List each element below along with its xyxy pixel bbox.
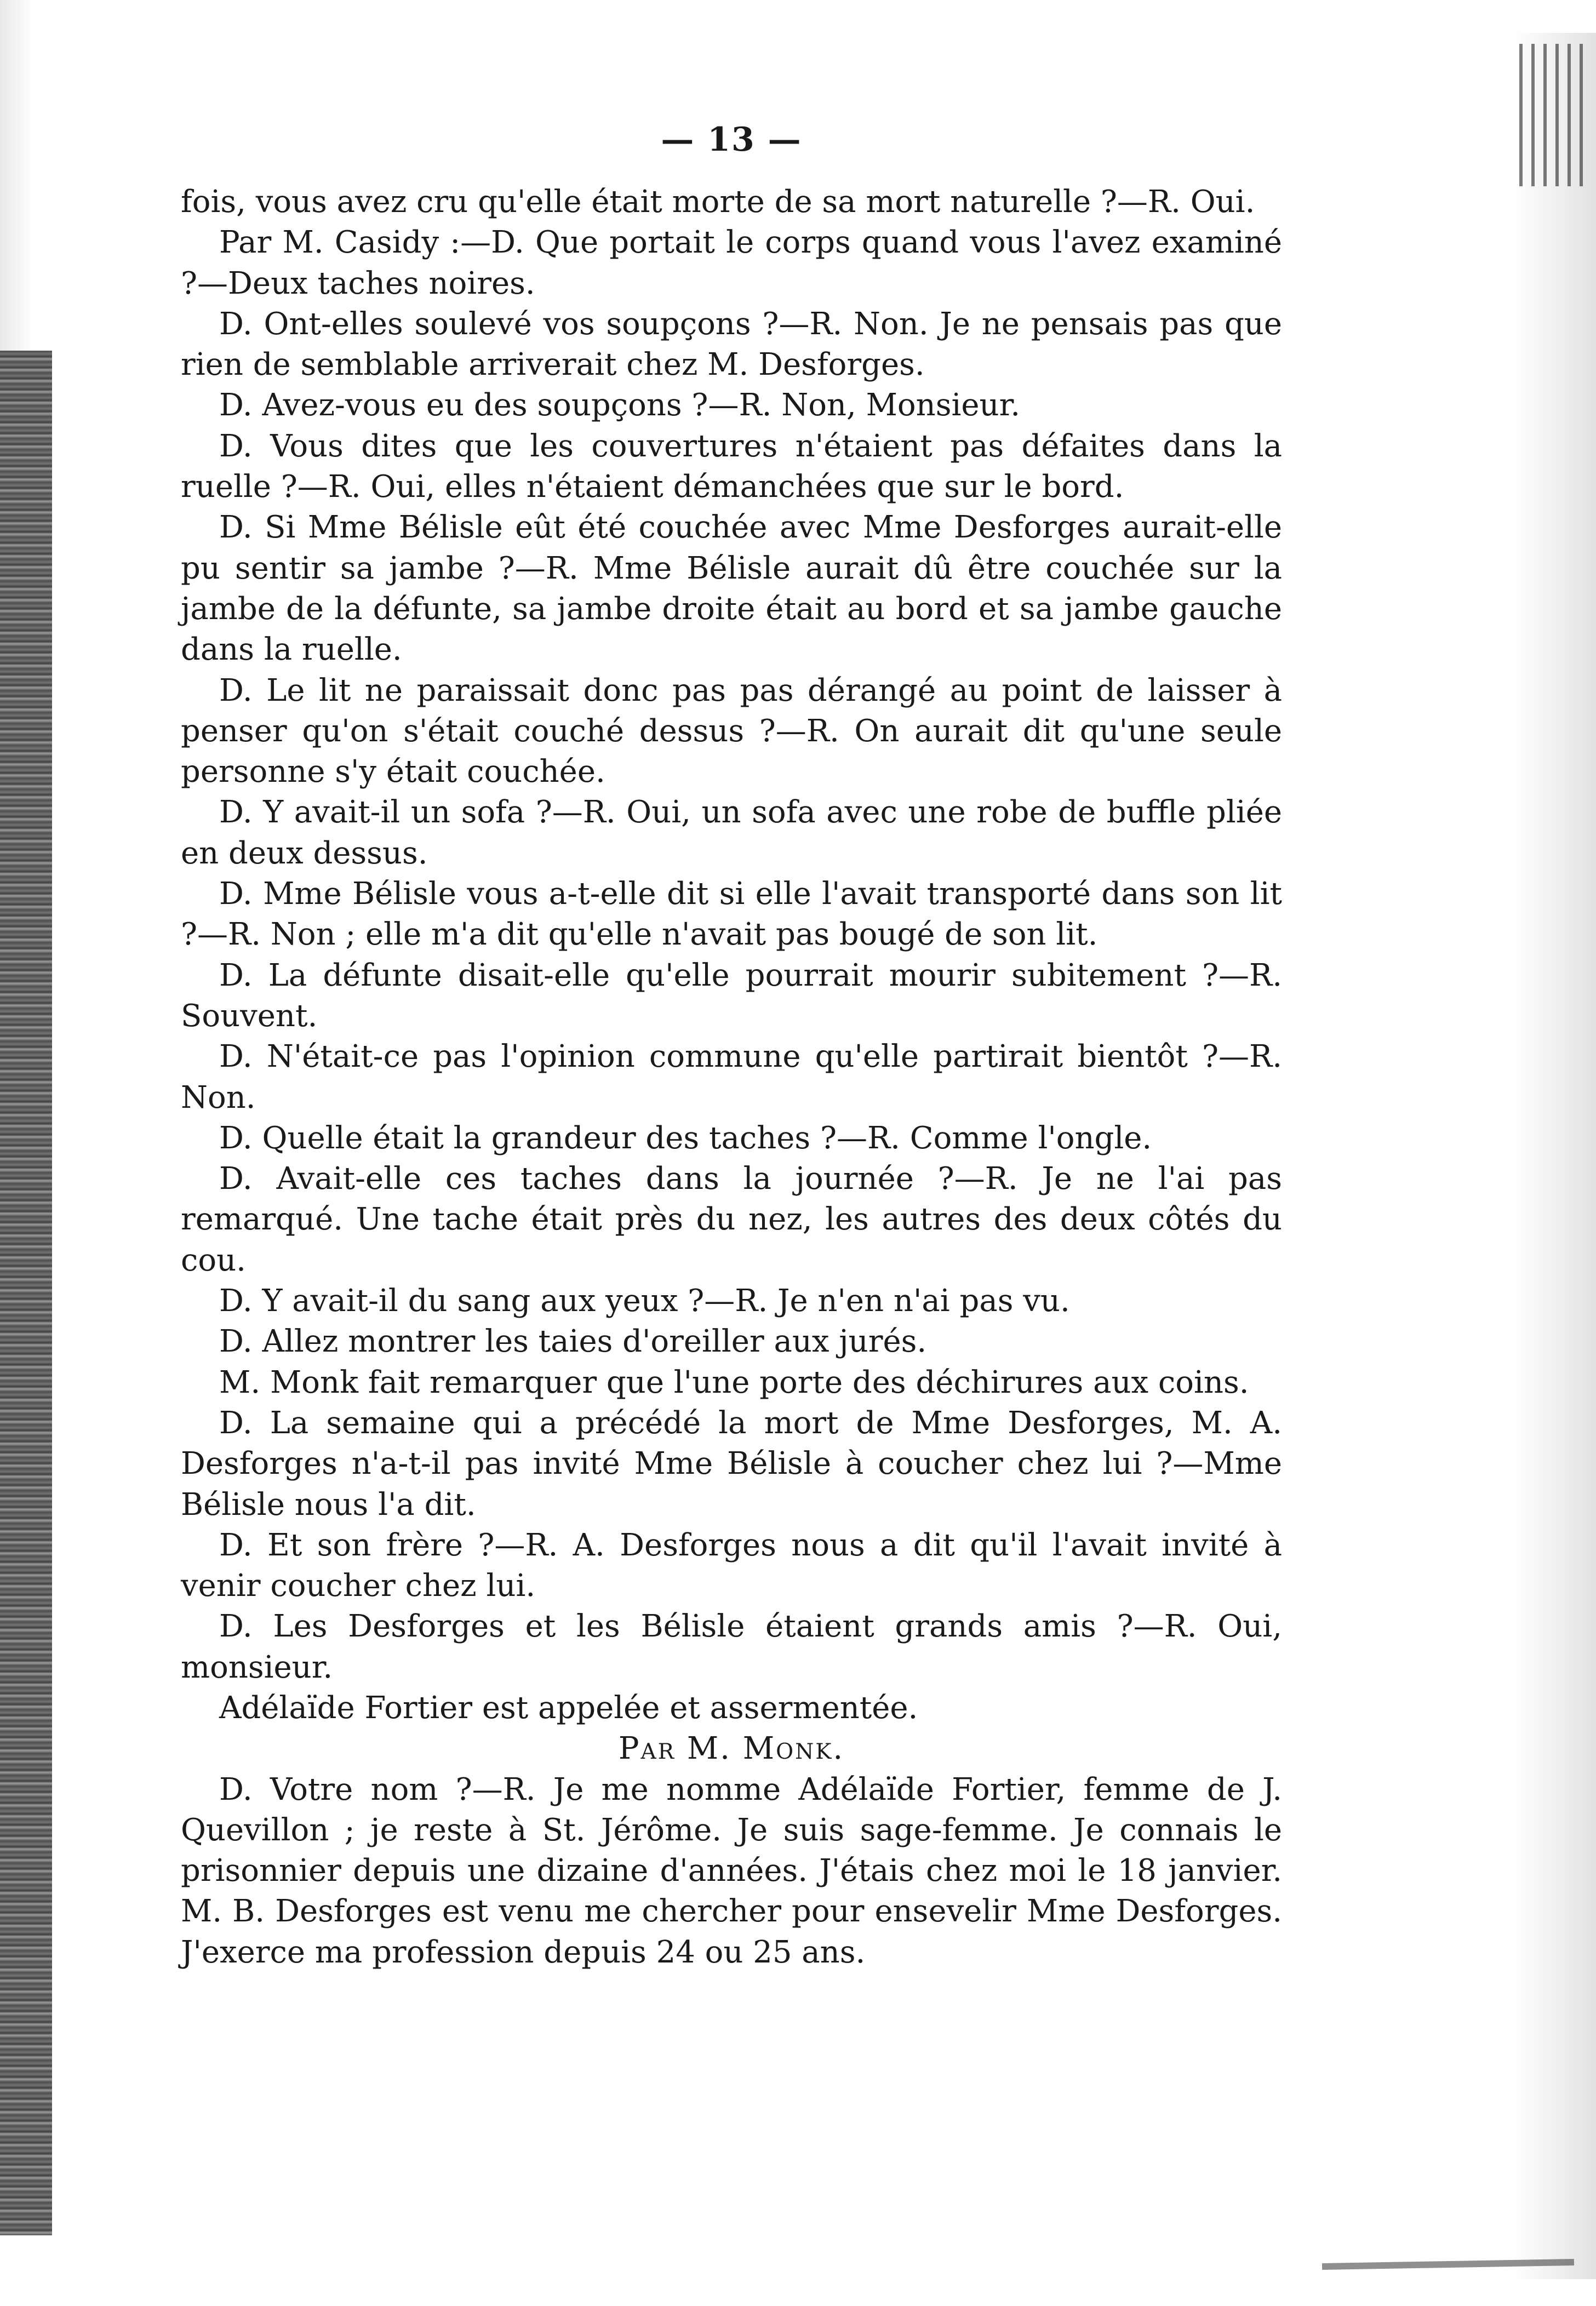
paragraph-20: Adélaïde Fortier est appelée et assermentée. — [219, 1690, 918, 1726]
scan-edge-shadow — [1514, 33, 1596, 2279]
page-number: — 13 — — [661, 121, 802, 159]
paragraph-19: D. Les Desforges et les Bélisle étaient grands amis ?—R. Oui, monsieur. — [181, 1609, 1282, 1685]
paragraph-2: Par M. Casidy :—D. Que portait le corps quand vous l'avez examiné ?—Deux taches noires. — [181, 225, 1282, 301]
paragraph-12: D. Quelle était la grandeur des taches ?—R. Comme l'ongle. — [219, 1120, 1152, 1156]
paragraph-22: D. Votre nom ?—R. Je me nomme Adélaïde Fortier, femme de J. Quevillon ; je reste à St. Jérôme. Je suis sage-femme. Je connais le prisonnier depuis une dizaine d'années. J'étais chez moi le 18 janvier. M. B. Desforges est venu me chercher pour ensevelir Mme Desforges. J'exerce ma profession depuis 24 ou 25 ans. — [181, 1771, 1282, 1970]
section-heading: Par M. Monk. — [618, 1731, 845, 1767]
paragraph-6: D. Si Mme Bélisle eût été couchée avec Mme Desforges aurait-elle pu sentir sa jambe ?—R. Mme Bélisle aurait dû être couchée sur la jambe de la défunte, sa jambe droite était au bord et sa jambe gauche dans la ruelle. — [181, 510, 1282, 668]
paragraph-18: D. Et son frère ?—R. A. Desforges nous a dit qu'il l'avait invité à venir coucher chez lui. — [181, 1527, 1282, 1604]
paragraph-5: D. Vous dites que les couvertures n'étaient pas défaites dans la ruelle ?—R. Oui, elles n'étaient démanchées que sur le bord. — [181, 428, 1282, 505]
scan-binding-shadow — [0, 351, 52, 2235]
paragraph-15: D. Allez montrer les taies d'oreiller aux jurés. — [219, 1324, 927, 1360]
paragraph-4: D. Avez-vous eu des soupçons ?—R. Non, Monsieur. — [219, 387, 1020, 424]
paragraph-8: D. Y avait-il un sofa ?—R. Oui, un sofa avec une robe de buffle pliée en deux dessus. — [181, 794, 1282, 871]
paragraph-17: D. La semaine qui a précédé la mort de Mme Desforges, M. A. Desforges n'a-t-il pas invité Mme Bélisle à coucher chez lui ?—Mme Bélisle nous l'a dit. — [181, 1405, 1282, 1523]
scan-margin — [0, 0, 33, 351]
paragraph-3: D. Ont-elles soulevé vos soupçons ?—R. Non. Je ne pensais pas que rien de semblable arriverait chez M. Desforges. — [181, 306, 1282, 383]
paragraph-11: D. N'était-ce pas l'opinion commune qu'elle partirait bientôt ?—R. Non. — [181, 1039, 1282, 1115]
paragraph-16: M. Monk fait remarquer que l'une porte des déchirures aux coins. — [219, 1364, 1249, 1400]
paragraph-9: D. Mme Bélisle vous a-t-elle dit si elle l'avait transporté dans son lit ?—R. Non ; elle m'a dit qu'elle n'avait pas bougé de son lit. — [181, 876, 1282, 953]
document-page — [181, 121, 1282, 1973]
scan-artifact — [1519, 44, 1585, 186]
paragraph-13: D. Avait-elle ces taches dans la journée ?—R. Je ne l'ai pas remarqué. Une tache était près du nez, les autres des deux côtés du cou. — [181, 1161, 1282, 1278]
paragraph-1: fois, vous avez cru qu'elle était morte de sa mort naturelle ?—R. Oui. — [181, 184, 1255, 220]
paragraph-10: D. La défunte disait-elle qu'elle pourrait mourir subitement ?—R. Souvent. — [181, 957, 1282, 1034]
paragraph-14: D. Y avait-il du sang aux yeux ?—R. Je n'en n'ai pas vu. — [219, 1283, 1070, 1319]
page-body — [181, 182, 1282, 1973]
paragraph-7: D. Le lit ne paraissait donc pas pas dérangé au point de laisser à penser qu'on s'était couché dessus ?—R. On aurait dit qu'une seule personne s'y était couchée. — [181, 672, 1282, 790]
